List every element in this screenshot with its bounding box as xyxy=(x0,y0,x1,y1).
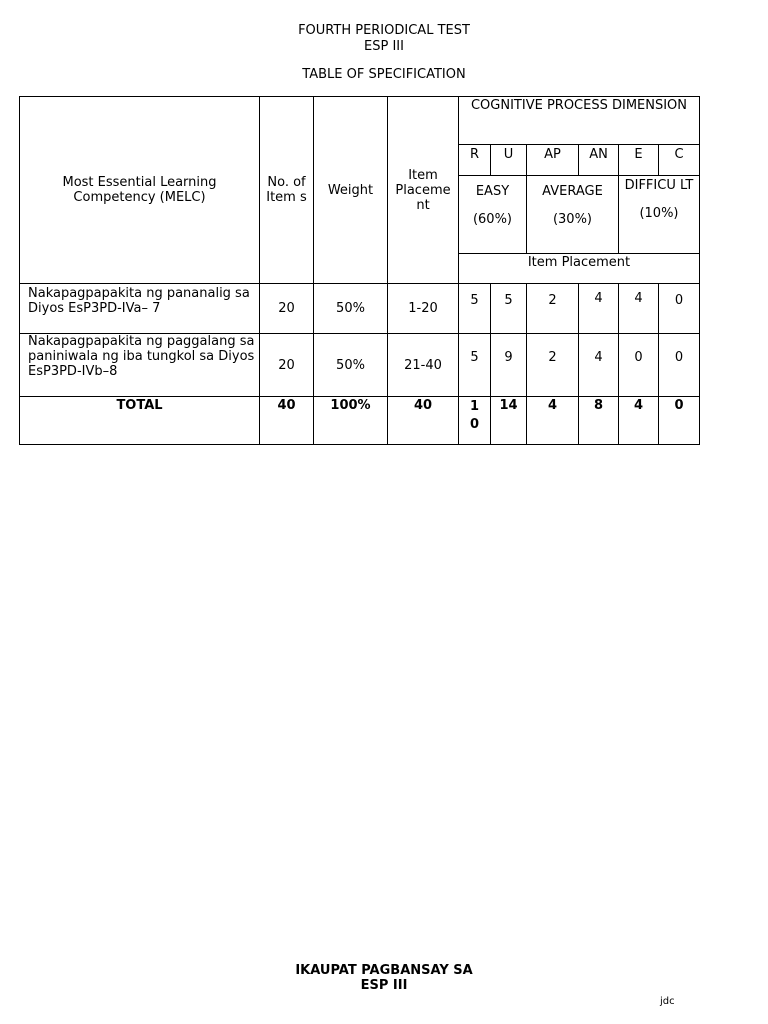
level-average-percent: (30%) xyxy=(552,212,593,227)
dim-header-ap: AP xyxy=(527,145,579,176)
weight-cell: 50% xyxy=(314,334,388,397)
dim-cell-r: 5 xyxy=(459,284,491,334)
weight-header: Weight xyxy=(314,97,388,284)
dim-header-u: U xyxy=(491,145,527,176)
total-dim-r: 10 xyxy=(459,397,491,445)
competency-cell: Nakapagpapakita ng pananalig sa Diyos EsP3PD-IVa– 7 xyxy=(20,284,260,334)
dim-header-e: E xyxy=(619,145,659,176)
dim-cell-c: 0 xyxy=(659,284,700,334)
total-dim-ap: 4 xyxy=(527,397,579,445)
table-row xyxy=(20,284,700,334)
dim-cell-r: 5 xyxy=(459,334,491,397)
specification-table xyxy=(19,96,700,445)
item-placement-header: Item Placeme nt xyxy=(388,97,459,284)
level-difficult-label: DIFFICU LT xyxy=(624,178,694,193)
melc-header: Most Essential Learning Competency (MELC) xyxy=(20,97,260,284)
dim-cell-u: 5 xyxy=(491,284,527,334)
dim-cell-u: 9 xyxy=(491,334,527,397)
subject-title: ESP III xyxy=(364,39,404,54)
table-of-specification-title: TABLE OF SPECIFICATION xyxy=(302,67,466,82)
dim-cell-e: 0 xyxy=(619,334,659,397)
dim-header-an: AN xyxy=(579,145,619,176)
items-cell: 20 xyxy=(260,334,314,397)
dim-cell-an: 4 xyxy=(579,334,619,397)
level-average-label: AVERAGE xyxy=(542,184,603,199)
dim-header-r: R xyxy=(459,145,491,176)
placement-cell: 1-20 xyxy=(388,284,459,334)
author-initials: jdc xyxy=(660,996,675,1007)
total-items: 40 xyxy=(260,397,314,445)
dim-cell-e: 4 xyxy=(619,284,659,334)
level-easy xyxy=(459,176,527,254)
dim-cell-ap: 2 xyxy=(527,284,579,334)
weight-cell: 50% xyxy=(314,284,388,334)
total-label: TOTAL xyxy=(20,397,260,445)
table-row xyxy=(20,334,700,397)
level-easy-percent: (60%) xyxy=(472,212,513,227)
item-placement-subheader: Item Placement xyxy=(459,254,700,284)
items-cell: 20 xyxy=(260,284,314,334)
level-difficult xyxy=(619,176,700,254)
level-easy-label: EASY xyxy=(475,184,510,199)
competency-cell: Nakapagpapakita ng paggalang sa paniniwala ng iba tungkol sa Diyos EsP3PD-IVb–8 xyxy=(20,334,260,397)
total-placement: 40 xyxy=(388,397,459,445)
footer-subject: ESP III xyxy=(360,978,408,993)
total-dim-an: 8 xyxy=(579,397,619,445)
placement-cell: 21-40 xyxy=(388,334,459,397)
dim-header-c: C xyxy=(659,145,700,176)
total-dim-u: 14 xyxy=(491,397,527,445)
cognitive-process-header: COGNITIVE PROCESS DIMENSION xyxy=(459,97,700,145)
no-of-items-header: No. of Item s xyxy=(260,97,314,284)
dim-cell-ap: 2 xyxy=(527,334,579,397)
dim-cell-an: 4 xyxy=(579,284,619,334)
total-dim-e: 4 xyxy=(619,397,659,445)
total-row xyxy=(20,397,700,445)
footer-title: IKAUPAT PAGBANSAY SA xyxy=(295,963,473,978)
level-average xyxy=(527,176,619,254)
test-title: FOURTH PERIODICAL TEST xyxy=(298,23,470,38)
dim-cell-c: 0 xyxy=(659,334,700,397)
level-difficult-percent: (10%) xyxy=(639,206,679,221)
total-weight: 100% xyxy=(314,397,388,445)
total-dim-c: 0 xyxy=(659,397,700,445)
